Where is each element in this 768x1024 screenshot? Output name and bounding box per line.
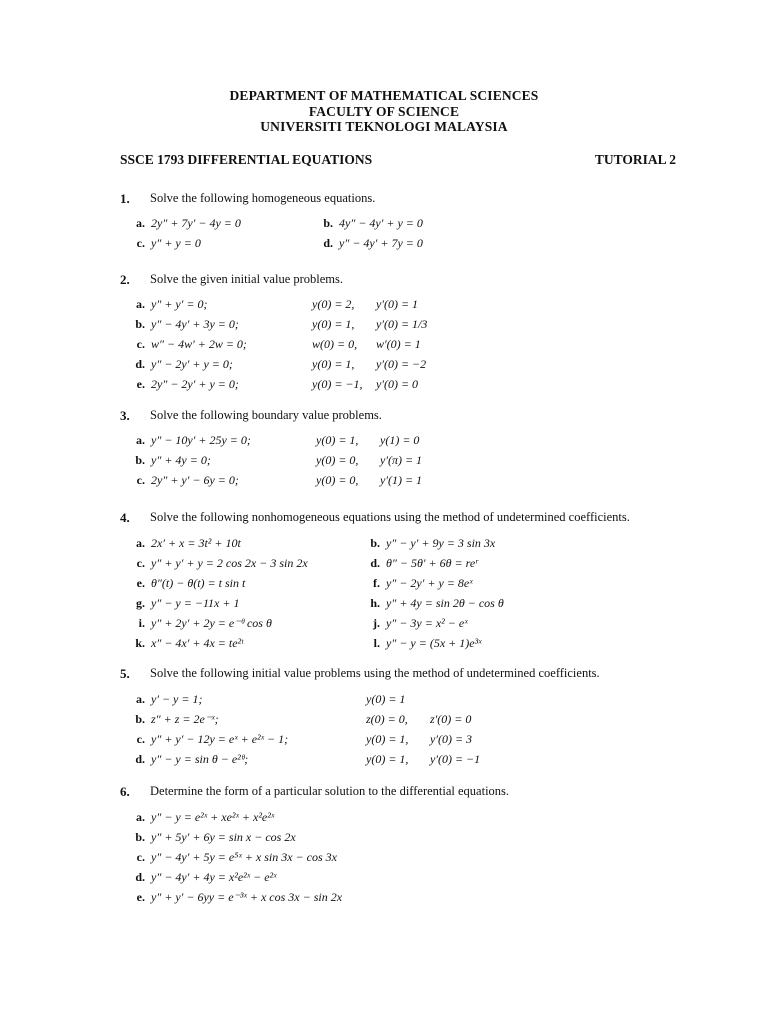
- equation: y″ + y = 0: [151, 236, 201, 250]
- equation: 2y″ + y′ − 6y = 0;: [151, 473, 239, 487]
- question-text: Solve the following initial value problems using the method of undetermined coefficients.: [150, 666, 600, 680]
- item-label: h.: [370, 596, 380, 610]
- equation: y″ + 4y = sin 2θ − cos θ: [386, 596, 504, 610]
- equation: x″ − 4x′ + 4x = te²ᵗ: [151, 636, 244, 650]
- list-item: [315, 236, 423, 251]
- list-item: [127, 377, 239, 392]
- item-label: d.: [135, 870, 145, 884]
- item-label: b.: [370, 536, 380, 550]
- question-number: 6.: [120, 784, 130, 799]
- header: [0, 88, 768, 135]
- question-text: Solve the following boundary value problems.: [150, 408, 382, 422]
- condition: z′(0) = 0: [430, 712, 472, 726]
- list-item: [127, 870, 277, 885]
- item-label: c.: [136, 732, 145, 746]
- condition: y(0) = 1,: [312, 317, 355, 331]
- question-text: Determine the form of a particular solution to the differential equations.: [150, 784, 510, 798]
- equation: y″ − y = −11x + 1: [151, 596, 240, 610]
- department-title: DEPARTMENT OF MATHEMATICAL SCIENCES: [229, 88, 539, 103]
- university-title: UNIVERSITI TEKNOLOGI MALAYSIA: [260, 119, 508, 134]
- list-item: [127, 317, 239, 332]
- equation: 2x′ + x = 3t² + 10t: [151, 536, 241, 550]
- item-label: d.: [135, 752, 145, 766]
- list-item: [362, 596, 504, 611]
- condition: y′(0) = 0: [376, 377, 419, 391]
- question-number: 4.: [120, 510, 130, 525]
- condition: y(0) = 2,: [312, 297, 355, 311]
- item-label: a.: [136, 810, 145, 824]
- list-item: [127, 752, 248, 767]
- item-label: a.: [136, 433, 145, 447]
- list-item: [127, 616, 272, 631]
- item-label: b.: [135, 453, 145, 467]
- list-item: [127, 850, 337, 865]
- list-item: [362, 536, 495, 551]
- list-item: [127, 536, 241, 551]
- equation: y″ + 4y = 0;: [151, 453, 211, 467]
- item-label: c.: [136, 337, 145, 351]
- equation: y″ + y′ − 12y = eˣ + e²ˣ − 1;: [151, 732, 289, 746]
- item-label: a.: [136, 216, 145, 230]
- list-item: [127, 556, 308, 571]
- item-label: d.: [370, 556, 380, 570]
- condition: y(0) = 0,: [316, 453, 359, 467]
- list-item: [127, 216, 241, 231]
- equation: y″ + 2y′ + 2y = e⁻ᶿ cos θ: [151, 616, 272, 630]
- list-item: [127, 576, 245, 591]
- equation: y″ + y′ − 6yy = e⁻³ˣ + x cos 3x − sin 2x: [151, 890, 343, 904]
- condition: y(1) = 0: [380, 433, 420, 447]
- equation: 2y″ + 7y′ − 4y = 0: [151, 216, 241, 230]
- question-number: 3.: [120, 408, 130, 423]
- item-label: b.: [135, 317, 145, 331]
- list-item: [127, 810, 274, 825]
- item-label: j.: [373, 616, 380, 630]
- condition: y(0) = 1,: [316, 433, 359, 447]
- equation: y″ − 4y′ + 7y = 0: [339, 236, 423, 250]
- equation: w″ − 4w′ + 2w = 0;: [151, 337, 247, 351]
- condition: w(0) = 0,: [312, 337, 358, 351]
- condition: y′(0) = 3: [430, 732, 473, 746]
- list-item: [127, 337, 247, 352]
- item-label: c.: [136, 556, 145, 570]
- equation: y″ − 4y′ + 3y = 0;: [151, 317, 239, 331]
- condition: y(0) = 1,: [366, 732, 409, 746]
- list-item: [127, 712, 219, 727]
- equation: y″ + 5y′ + 6y = sin x − cos 2x: [151, 830, 296, 844]
- equation: y″ − 3y = x² − eˣ: [386, 616, 468, 630]
- list-item: [315, 216, 423, 231]
- condition: y(0) = 1,: [366, 752, 409, 766]
- condition: y′(1) = 1: [380, 473, 423, 487]
- list-item: [127, 357, 233, 372]
- condition: y(0) = 0,: [316, 473, 359, 487]
- item-label: c.: [136, 473, 145, 487]
- list-item: [127, 433, 251, 448]
- list-item: [127, 473, 239, 488]
- item-label: g.: [136, 596, 145, 610]
- condition: y′(π) = 1: [380, 453, 423, 467]
- equation: y′ − y = 1;: [151, 692, 203, 706]
- item-label: a.: [136, 536, 145, 550]
- equation: y″ − y = e²ˣ + xe²ˣ + x²e²ˣ: [151, 810, 275, 824]
- equation: θ″ − 5θ′ + 6θ = reʳ: [386, 556, 478, 570]
- item-label: b.: [323, 216, 333, 230]
- condition: y(0) = 1,: [312, 357, 355, 371]
- condition: y′(0) = −1: [430, 752, 481, 766]
- tutorial-label: TUTORIAL 2: [594, 152, 676, 167]
- question-number: 2.: [120, 272, 130, 287]
- condition: y′(0) = −2: [376, 357, 427, 371]
- item-label: e.: [136, 890, 145, 904]
- list-item: [362, 616, 468, 631]
- condition: y′(0) = 1/3: [376, 317, 428, 331]
- equation: y″ + y′ + y = 2 cos 2x − 3 sin 2x: [151, 556, 308, 570]
- item-label: d.: [323, 236, 333, 250]
- list-item: [127, 596, 239, 611]
- item-label: a.: [136, 692, 145, 706]
- equation: y″ − 10y′ + 25y = 0;: [151, 433, 251, 447]
- list-item: [127, 636, 243, 651]
- equation: z″ + z = 2e⁻ˣ;: [151, 712, 219, 726]
- question-text: Solve the following homogeneous equations.: [150, 191, 376, 205]
- item-label: a.: [136, 297, 145, 311]
- equation: y″ − 4y′ + 4y = x²e²ˣ − e²ˣ: [151, 870, 277, 884]
- equation: 2y″ − 2y′ + y = 0;: [151, 377, 239, 391]
- list-item: [362, 636, 482, 651]
- list-item: [127, 297, 207, 312]
- equation: y″ − 4y′ + 5y = e⁵ˣ + x sin 3x − cos 3x: [151, 850, 337, 864]
- list-item: [127, 692, 202, 707]
- item-label: c.: [136, 236, 145, 250]
- list-item: [127, 732, 288, 747]
- condition: y(0) = 1: [366, 692, 406, 706]
- equation: y″ − 2y′ + y = 8eˣ: [386, 576, 473, 590]
- equation: y″ − y′ + 9y = 3 sin 3x: [386, 536, 496, 550]
- list-item: [127, 236, 201, 251]
- equation: y″ + y′ = 0;: [151, 297, 208, 311]
- list-item: [127, 890, 342, 905]
- question-text: Solve the following nonhomogeneous equations using the method of undetermined coefficients.: [150, 510, 630, 524]
- question-text: Solve the given initial value problems.: [150, 272, 344, 286]
- item-label: i.: [138, 616, 145, 630]
- condition: y′(0) = 1: [376, 297, 419, 311]
- course-title: SSCE 1793 DIFFERENTIAL EQUATIONS: [120, 152, 373, 167]
- item-label: d.: [135, 357, 145, 371]
- item-label: b.: [135, 712, 145, 726]
- list-item: [127, 453, 211, 468]
- list-item: [362, 576, 473, 591]
- condition: z(0) = 0,: [366, 712, 408, 726]
- condition: w′(0) = 1: [376, 337, 421, 351]
- list-item: [127, 830, 296, 845]
- equation: θ″(t) − θ(t) = t sin t: [151, 576, 246, 590]
- faculty-title: FACULTY OF SCIENCE: [308, 103, 460, 119]
- equation: 4y″ − 4y′ + y = 0: [339, 216, 423, 230]
- equation: y″ − y = (5x + 1)e³ˣ: [386, 636, 482, 650]
- equation: y″ − 2y′ + y = 0;: [151, 357, 233, 371]
- item-label: f.: [373, 576, 380, 590]
- item-label: e.: [136, 576, 145, 590]
- question-number: 5.: [120, 666, 130, 681]
- equation: y″ − y = sin θ − e²ᶿ;: [151, 752, 249, 766]
- item-label: c.: [136, 850, 145, 864]
- item-label: b.: [135, 830, 145, 844]
- list-item: [362, 556, 478, 571]
- item-label: l.: [373, 636, 380, 650]
- question-number: 1.: [120, 191, 130, 206]
- condition: y(0) = −1,: [312, 377, 363, 391]
- item-label: e.: [136, 377, 145, 391]
- item-label: k.: [135, 636, 145, 650]
